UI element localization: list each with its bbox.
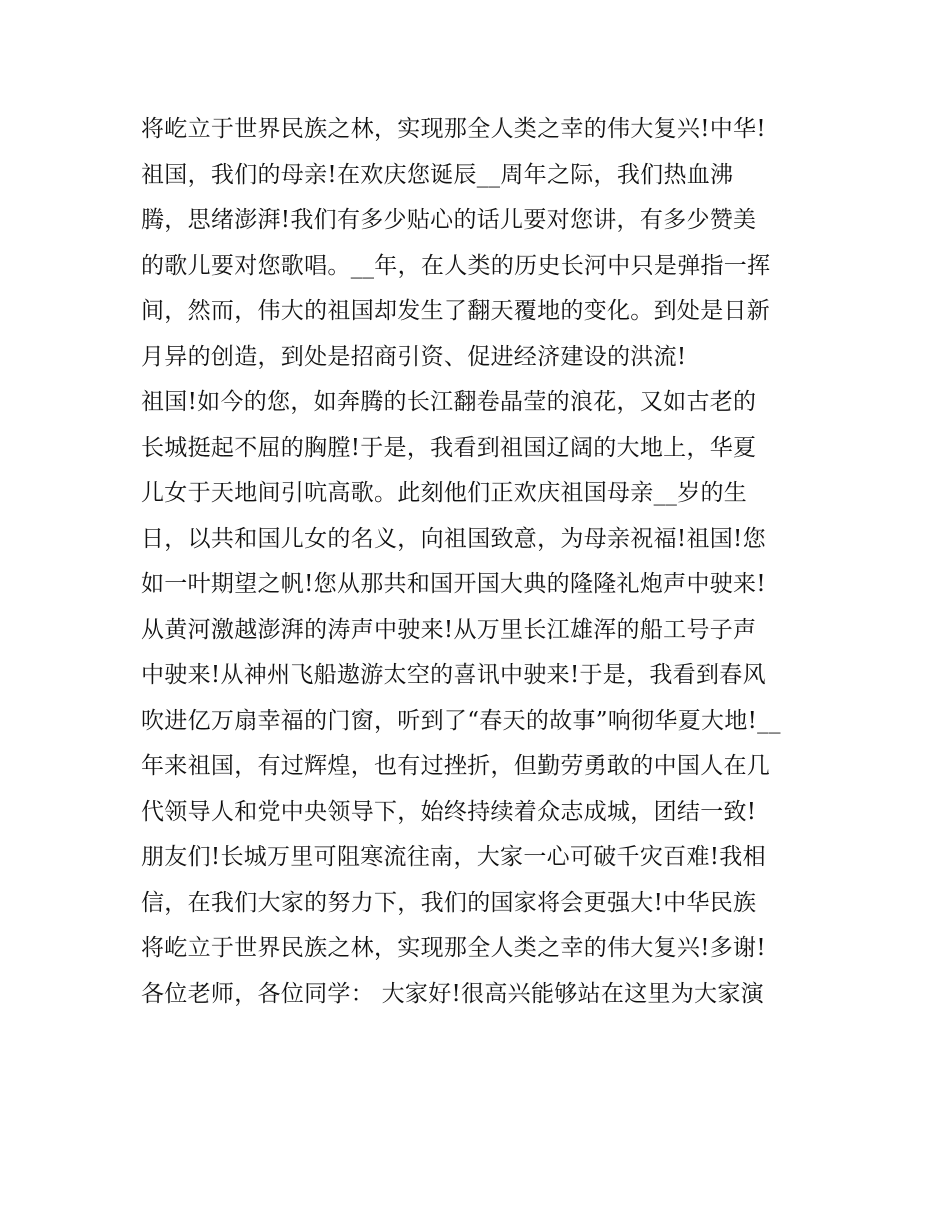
text-line: 月异的创造，到处是招商引资、促进经济建设的洪流! <box>141 343 687 370</box>
text-line: 从黄河激越澎湃的涛声中驶来!从万里长江雄浑的船工号子声 <box>141 616 757 643</box>
text-line: 的歌儿要对您歌唱。__年，在人类的历史长河中只是弹指一挥 <box>141 252 771 279</box>
text-line: 各位老师，各位同学： 大家好!很高兴能够站在这里为大家演 <box>141 980 764 1007</box>
text-line: 将屹立于世界民族之林，实现那全人类之幸的伟大复兴!多谢! <box>141 935 766 961</box>
text-line: 长城挺起不屈的胸膛!于是，我看到祖国辽阔的大地上，华夏 <box>141 434 757 461</box>
text-line: 祖国!如今的您，如奔腾的长江翻卷晶莹的浪花，又如古老的 <box>141 389 757 415</box>
text-line: 间，然而，伟大的祖国却发生了翻天覆地的变化。到处是日新 <box>141 298 771 324</box>
text-line: 吹进亿万扇幸福的门窗，听到了“春天的故事”响彻华夏大地!__ <box>141 707 781 734</box>
speech-text-block <box>141 107 821 1017</box>
text-line: 祖国，我们的母亲!在欢庆您诞辰__周年之际，我们热血沸 <box>141 161 734 188</box>
text-line: 将屹立于世界民族之林，实现那全人类之幸的伟大复兴!中华! <box>141 116 766 142</box>
text-line: 年来祖国，有过辉煌，也有过挫折，但勤劳勇敢的中国人在几 <box>141 753 771 779</box>
text-line: 如一叶期望之帆!您从那共和国开国大典的隆隆礼炮声中驶来! <box>141 571 766 597</box>
text-line: 腾，思绪澎湃!我们有多少贴心的话儿要对您讲，有多少赞美 <box>141 207 757 233</box>
text-line: 朋友们!长城万里可阻寒流往南，大家一心可破千灾百难!我相 <box>141 844 766 870</box>
text-line: 日，以共和国儿女的名义，向祖国致意，为母亲祝福!祖国!您 <box>141 525 766 552</box>
text-line: 代领导人和党中央领导下，始终持续着众志成城，团结一致! <box>141 798 757 825</box>
text-line: 信，在我们大家的努力下，我们的国家将会更强大!中华民族 <box>141 889 757 916</box>
text-line: 中驶来!从神州飞船遨游太空的喜讯中驶来!于是，我看到春风 <box>141 662 766 688</box>
text-line: 儿女于天地间引吭高歌。此刻他们正欢庆祖国母亲__岁的生 <box>141 480 748 506</box>
